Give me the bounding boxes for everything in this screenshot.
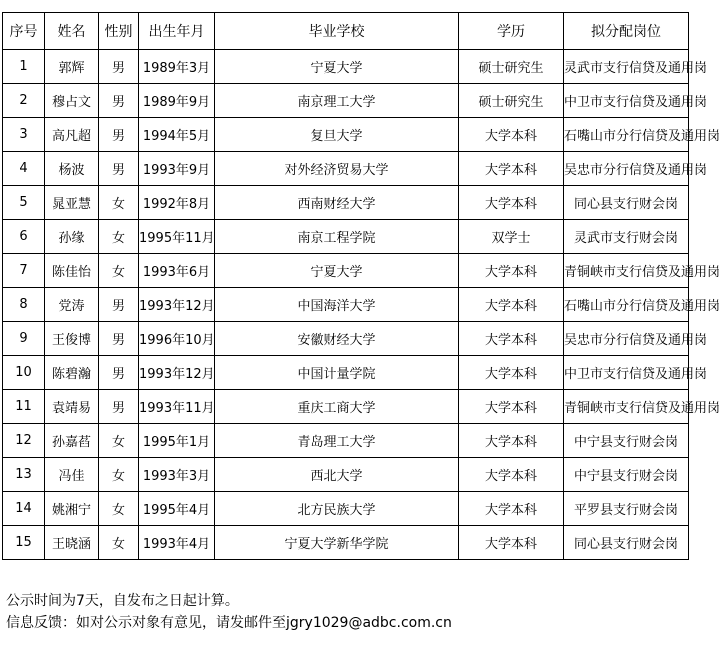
table-row: [3, 288, 689, 322]
cell-name: 孙缘: [45, 220, 99, 254]
cell-name: 陈佳怡: [45, 254, 99, 288]
cell-gender: 男: [99, 356, 139, 390]
cell-degree: 大学本科: [459, 526, 564, 560]
cell-school: 西北大学: [215, 458, 459, 492]
cell-degree: 大学本科: [459, 118, 564, 152]
table-row: [3, 458, 689, 492]
cell-birth: 1992年8月: [139, 186, 215, 220]
table-row: [3, 492, 689, 526]
cell-index: 4: [3, 152, 45, 186]
table-row: [3, 50, 689, 84]
cell-school: 北方民族大学: [215, 492, 459, 526]
cell-post: 中宁县支行财会岗: [564, 458, 689, 492]
cell-index: 13: [3, 458, 45, 492]
cell-school: 西南财经大学: [215, 186, 459, 220]
cell-name: 穆占文: [45, 84, 99, 118]
cell-school: 宁夏大学: [215, 254, 459, 288]
header-post: 拟分配岗位: [564, 13, 689, 50]
cell-birth: 1996年10月: [139, 322, 215, 356]
cell-birth: 1989年3月: [139, 50, 215, 84]
cell-post: 吴忠市分行信贷及通用岗: [564, 152, 689, 186]
cell-degree: 双学士: [459, 220, 564, 254]
cell-birth: 1993年6月: [139, 254, 215, 288]
cell-school: 南京理工大学: [215, 84, 459, 118]
cell-gender: 女: [99, 492, 139, 526]
cell-gender: 女: [99, 424, 139, 458]
table-row: [3, 118, 689, 152]
cell-birth: 1995年4月: [139, 492, 215, 526]
cell-school: 青岛理工大学: [215, 424, 459, 458]
cell-name: 郭辉: [45, 50, 99, 84]
table-row: [3, 356, 689, 390]
cell-school: 重庆工商大学: [215, 390, 459, 424]
cell-degree: 大学本科: [459, 424, 564, 458]
cell-index: 15: [3, 526, 45, 560]
cell-birth: 1993年4月: [139, 526, 215, 560]
cell-school: 复旦大学: [215, 118, 459, 152]
cell-gender: 女: [99, 220, 139, 254]
cell-degree: 大学本科: [459, 288, 564, 322]
cell-birth: 1994年5月: [139, 118, 215, 152]
cell-name: 高凡超: [45, 118, 99, 152]
table-row: [3, 390, 689, 424]
cell-birth: 1993年12月: [139, 356, 215, 390]
cell-birth: 1995年1月: [139, 424, 215, 458]
header-index: 序号: [3, 13, 45, 50]
table-row: [3, 526, 689, 560]
cell-school: 宁夏大学: [215, 50, 459, 84]
notice-feedback: 信息反馈：如对公示对象有意见，请发邮件至jgry1029@adbc.com.cn: [6, 615, 452, 631]
cell-gender: 女: [99, 526, 139, 560]
cell-post: 灵武市支行财会岗: [564, 220, 689, 254]
cell-name: 杨波: [45, 152, 99, 186]
cell-school: 中国海洋大学: [215, 288, 459, 322]
cell-gender: 男: [99, 322, 139, 356]
cell-name: 袁靖易: [45, 390, 99, 424]
cell-birth: 1995年11月: [139, 220, 215, 254]
cell-name: 王俊博: [45, 322, 99, 356]
cell-gender: 男: [99, 50, 139, 84]
table-row: [3, 186, 689, 220]
cell-degree: 大学本科: [459, 458, 564, 492]
header-name: 姓名: [45, 13, 99, 50]
cell-gender: 女: [99, 254, 139, 288]
table-row: [3, 220, 689, 254]
cell-index: 5: [3, 186, 45, 220]
cell-post: 青铜峡市支行信贷及通用岗: [564, 390, 689, 424]
cell-index: 2: [3, 84, 45, 118]
cell-index: 14: [3, 492, 45, 526]
cell-index: 1: [3, 50, 45, 84]
table-row: [3, 424, 689, 458]
cell-gender: 男: [99, 390, 139, 424]
cell-index: 9: [3, 322, 45, 356]
cell-birth: 1993年12月: [139, 288, 215, 322]
cell-name: 王晓涵: [45, 526, 99, 560]
cell-school: 安徽财经大学: [215, 322, 459, 356]
cell-index: 10: [3, 356, 45, 390]
cell-post: 吴忠市分行信贷及通用岗: [564, 322, 689, 356]
cell-gender: 女: [99, 186, 139, 220]
cell-post: 石嘴山市分行信贷及通用岗: [564, 288, 689, 322]
cell-post: 青铜峡市支行信贷及通用岗: [564, 254, 689, 288]
cell-birth: 1993年3月: [139, 458, 215, 492]
notice-period: 公示时间为7天，自发布之日起计算。: [6, 593, 239, 609]
cell-index: 12: [3, 424, 45, 458]
cell-name: 党涛: [45, 288, 99, 322]
cell-index: 11: [3, 390, 45, 424]
cell-index: 6: [3, 220, 45, 254]
cell-degree: 大学本科: [459, 254, 564, 288]
cell-post: 中卫市支行信贷及通用岗: [564, 356, 689, 390]
cell-school: 南京工程学院: [215, 220, 459, 254]
cell-degree: 大学本科: [459, 152, 564, 186]
table-row: [3, 254, 689, 288]
table-header-row: [3, 13, 689, 50]
table-row: [3, 84, 689, 118]
cell-degree: 硕士研究生: [459, 50, 564, 84]
cell-gender: 男: [99, 152, 139, 186]
cell-school: 中国计量学院: [215, 356, 459, 390]
cell-degree: 大学本科: [459, 492, 564, 526]
cell-post: 平罗县支行财会岗: [564, 492, 689, 526]
header-birth: 出生年月: [139, 13, 215, 50]
header-degree: 学历: [459, 13, 564, 50]
header-school: 毕业学校: [215, 13, 459, 50]
cell-school: 宁夏大学新华学院: [215, 526, 459, 560]
cell-name: 晁亚慧: [45, 186, 99, 220]
cell-name: 陈碧瀚: [45, 356, 99, 390]
cell-birth: 1993年11月: [139, 390, 215, 424]
cell-school: 对外经济贸易大学: [215, 152, 459, 186]
cell-degree: 大学本科: [459, 356, 564, 390]
cell-gender: 女: [99, 458, 139, 492]
cell-degree: 大学本科: [459, 322, 564, 356]
cell-index: 3: [3, 118, 45, 152]
candidate-table: [2, 12, 720, 560]
cell-degree: 大学本科: [459, 186, 564, 220]
cell-gender: 男: [99, 84, 139, 118]
cell-gender: 男: [99, 118, 139, 152]
cell-index: 7: [3, 254, 45, 288]
notice-footer: [6, 590, 452, 634]
cell-post: 同心县支行财会岗: [564, 526, 689, 560]
table-row: [3, 322, 689, 356]
cell-degree: 大学本科: [459, 390, 564, 424]
cell-birth: 1993年9月: [139, 152, 215, 186]
cell-post: 中宁县支行财会岗: [564, 424, 689, 458]
cell-degree: 硕士研究生: [459, 84, 564, 118]
cell-name: 孙嘉萏: [45, 424, 99, 458]
cell-name: 冯佳: [45, 458, 99, 492]
cell-post: 灵武市支行信贷及通用岗: [564, 50, 689, 84]
cell-post: 石嘴山市分行信贷及通用岗: [564, 118, 689, 152]
header-gender: 性别: [99, 13, 139, 50]
cell-gender: 男: [99, 288, 139, 322]
cell-post: 中卫市支行信贷及通用岗: [564, 84, 689, 118]
table-row: [3, 152, 689, 186]
cell-name: 姚湘宁: [45, 492, 99, 526]
cell-post: 同心县支行财会岗: [564, 186, 689, 220]
cell-birth: 1989年9月: [139, 84, 215, 118]
cell-index: 8: [3, 288, 45, 322]
